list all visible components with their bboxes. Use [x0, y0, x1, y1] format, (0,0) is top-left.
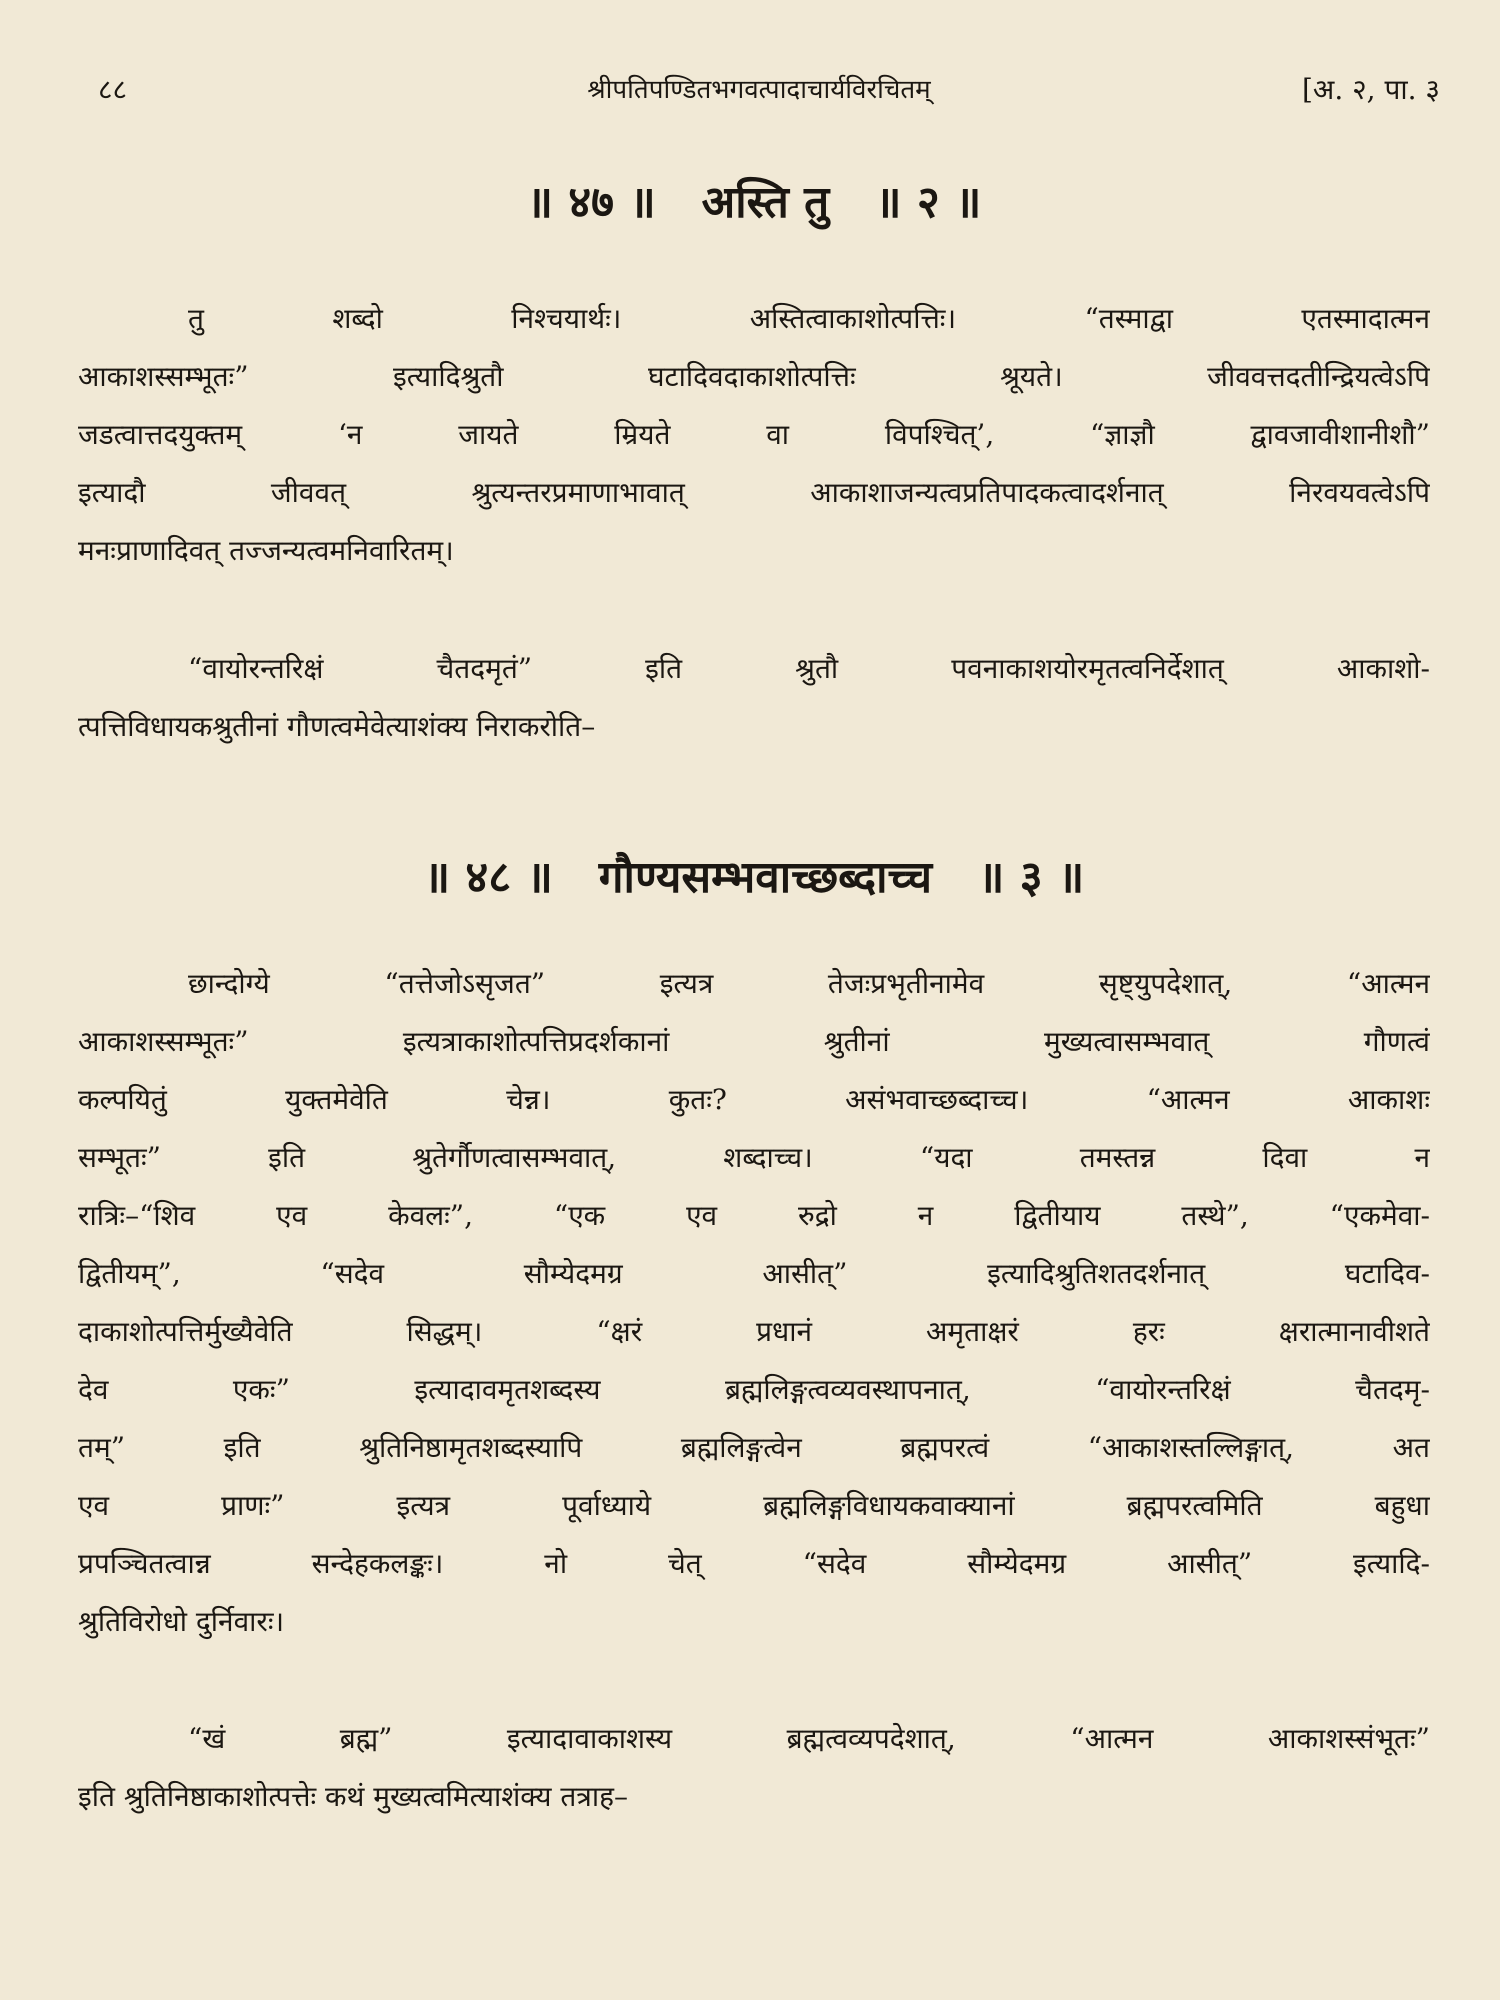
sutra-heading-47: ॥ ४७ ॥ अस्ति तु ॥ २ ॥ — [526, 177, 982, 228]
commentary-paragraph-3 — [78, 955, 1430, 1651]
text-line: “खं ब्रह्म” इत्यादावाकाशस्य ब्रह्मत्वव्यपदेशात्, “आत्मन आकाशस्संभूतः” — [188, 1722, 1430, 1755]
text-line: सम्भूतः” इति श्रुतेर्गौणत्वासम्भवात्, शब्दाच्च। “यदा तमस्तन्न दिवा न — [78, 1141, 1430, 1174]
text-line: श्रुतिविरोधो दुर्निवारः। — [78, 1605, 285, 1638]
text-line: द्वितीयम्”, “सदेव सौम्येदमग्र आसीत्” इत्यादिश्रुतिशतदर्शनात् घटादिव- — [78, 1257, 1430, 1290]
text-line: कल्पयितुं युक्तमेवेति चेन्न। कुतः? असंभवाच्छब्दाच्च। “आत्मन आकाशः — [78, 1083, 1430, 1116]
sutra-heading-48: ॥ ४८ ॥ गौण्यसम्भवाच्छब्दाच्च ॥ ३ ॥ — [423, 852, 1085, 903]
text-line: छान्दोग्ये “तत्तेजोऽसृजत” इत्यत्र तेजःप्रभृतीनामेव सृष्ट्युपदेशात्, “आत्मन — [188, 967, 1430, 1000]
text-line: इत्यादौ जीववत् श्रुत्यन्तरप्रमाणाभावात् आकाशाजन्यत्वप्रतिपादकत्वादर्शनात् निरवयवत्वेऽपि — [78, 476, 1430, 509]
text-line: तम्” इति श्रुतिनिष्ठामृतशब्दस्यापि ब्रह्मलिङ्गत्वेन ब्रह्मपरत्वं “आकाशस्तल्लिङ्गात्, अत — [78, 1431, 1430, 1464]
text-line: एव प्राणः” इत्यत्र पूर्वाध्याये ब्रह्मलिङ्गविधायकवाक्यानां ब्रह्मपरत्वमिति बहुधा — [78, 1489, 1430, 1522]
text-line: रात्रिः–“शिव एव केवलः”, “एक एव रुद्रो न द्वितीयाय तस्थे”, “एकमेवा- — [78, 1199, 1430, 1232]
text-line: देव एकः” इत्यादावमृतशब्दस्य ब्रह्मलिङ्गत्वव्यवस्थापनात्, “वायोरन्तरिक्षं चैतदमृ- — [78, 1373, 1430, 1406]
commentary-paragraph-4 — [78, 1710, 1430, 1826]
text-line: तु शब्दो निश्चयार्थः। अस्तित्वाकाशोत्पत्तिः। “तस्माद्वा एतस्मादात्मन — [188, 302, 1430, 335]
section-reference: [अ. २, पा. ३ — [1302, 73, 1440, 106]
text-line: आकाशस्सम्भूतः” इत्यत्राकाशोत्पत्तिप्रदर्शकानां श्रुतीनां मुख्यत्वासम्भवात् गौणत्वं — [78, 1025, 1430, 1058]
text-line: मनःप्राणादिवत् तज्जन्यत्वमनिवारितम्। — [78, 534, 454, 567]
commentary-paragraph-1 — [78, 290, 1430, 580]
running-title: श्रीपतिपण्डितभगवत्पादाचार्यविरचितम् — [587, 75, 931, 105]
page-number: ८८ — [98, 73, 128, 106]
page-header — [78, 70, 1440, 120]
commentary-paragraph-2 — [78, 640, 1430, 756]
text-line: प्रपञ्चितत्वान्न सन्देहकलङ्कः। नो चेत् “सदेव सौम्येदमग्र आसीत्” इत्यादि- — [78, 1547, 1430, 1580]
text-line: “वायोरन्तरिक्षं चैतदमृतं” इति श्रुतौ पवनाकाशयोरमृतत्वनिर्देशात् आकाशो- — [188, 652, 1430, 685]
text-line: आकाशस्सम्भूतः” इत्यादिश्रुतौ घटादिवदाकाशोत्पत्तिः श्रूयते। जीववत्तदतीन्द्रियत्वेऽपि — [78, 360, 1430, 393]
text-line: इति श्रुतिनिष्ठाकाशोत्पत्तेः कथं मुख्यत्वमित्याशंक्य तत्राह– — [78, 1780, 628, 1813]
text-line: त्पत्तिविधायकश्रुतीनां गौणत्वमेवेत्याशंक्य निराकरोति– — [78, 710, 596, 743]
text-line: जडत्वात्तदयुक्तम् ‘न जायते म्रियते वा विपश्चित्’, “ज्ञाज्ञौ द्वावजावीशानीशौ” — [78, 418, 1430, 451]
text-line: दाकाशोत्पत्तिर्मुख्यैवेति सिद्धम्। “क्षरं प्रधानं अमृताक्षरं हरः क्षरात्मानावीशते — [78, 1315, 1430, 1348]
